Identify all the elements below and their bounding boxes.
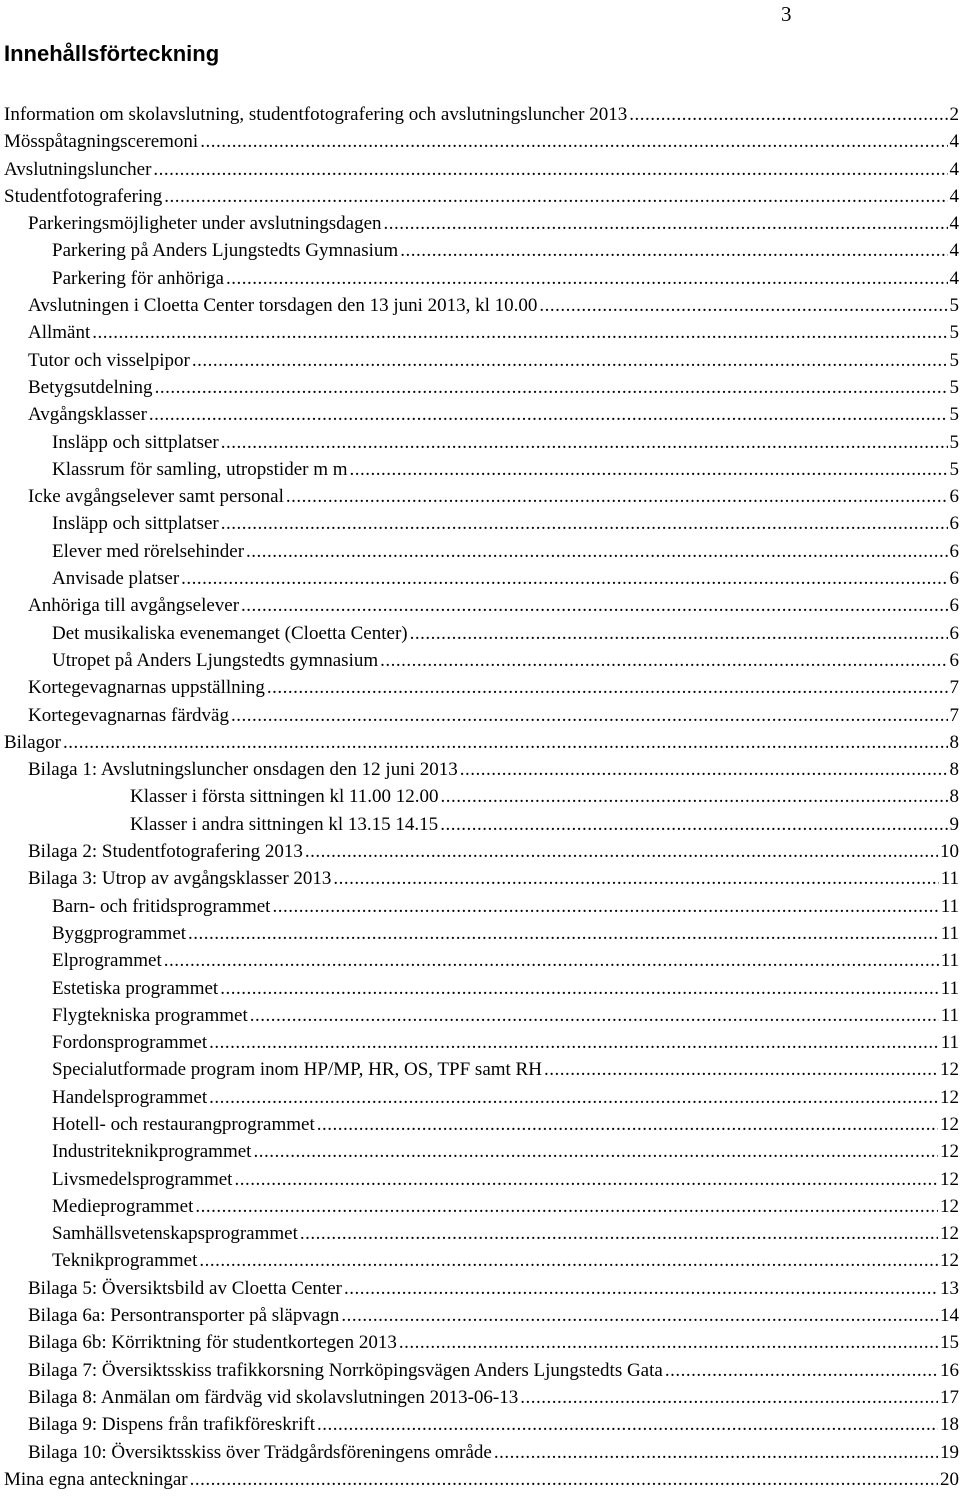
toc-dot-leader <box>209 1084 938 1111</box>
toc-dot-leader <box>460 756 948 783</box>
toc-entry[interactable] <box>4 265 959 292</box>
toc-entry[interactable] <box>4 1029 959 1056</box>
toc-entry[interactable] <box>4 1411 959 1438</box>
toc-dot-leader <box>384 210 948 237</box>
toc-dot-leader <box>305 838 938 865</box>
toc-entry-text: Bilaga 3: Utrop av avgångsklasser 2013 <box>28 868 332 890</box>
toc-dot-leader <box>629 101 947 128</box>
page-number: 3 <box>781 2 792 26</box>
toc-dot-leader <box>231 702 948 729</box>
toc-entry-page: 12 <box>940 1086 959 1108</box>
toc-dot-leader <box>494 1439 938 1466</box>
toc-entry-text: Byggprogrammet <box>52 922 187 944</box>
toc-entry[interactable] <box>4 128 959 155</box>
toc-dot-leader <box>441 783 948 810</box>
toc-dot-leader <box>399 1329 938 1356</box>
toc-entry-page: 11 <box>940 1032 959 1054</box>
toc-dot-leader <box>234 1166 938 1193</box>
toc-entry-page: 14 <box>940 1305 959 1327</box>
toc-entry[interactable] <box>4 347 959 374</box>
toc-entry[interactable] <box>4 865 959 892</box>
toc-dot-leader <box>63 729 948 756</box>
toc-entry-text: Livsmedelsprogrammet <box>52 1168 233 1190</box>
toc-entry-text: Teknikprogrammet <box>52 1250 198 1272</box>
toc-dot-leader <box>200 128 947 155</box>
toc-entry-page: 20 <box>940 1468 959 1490</box>
toc-entry-text: Avgångsklasser <box>28 404 147 426</box>
toc-entry-page: 6 <box>949 622 959 644</box>
toc-entry[interactable] <box>4 1084 959 1111</box>
toc-entry-page: 12 <box>940 1223 959 1245</box>
toc-dot-leader <box>317 1111 938 1138</box>
toc-entry-page: 4 <box>949 267 959 289</box>
toc-entry-page: 12 <box>940 1250 959 1272</box>
toc-entry-page: 15 <box>940 1332 959 1354</box>
toc-entry-page: 11 <box>940 922 959 944</box>
toc-dot-leader <box>209 1029 939 1056</box>
toc-dot-leader <box>253 1138 938 1165</box>
toc-entry-page: 11 <box>940 977 959 999</box>
toc-entry-page: 12 <box>940 1141 959 1163</box>
toc-dot-leader <box>149 401 948 428</box>
toc-entry-text: Samhällsvetenskapsprogrammet <box>52 1223 298 1245</box>
toc-dot-leader <box>246 538 947 565</box>
toc-entry-text: Tutor och visselpipor <box>28 349 190 371</box>
toc-entry-page: 5 <box>949 349 959 371</box>
toc-entry-text: Parkering på Anders Ljungstedts Gymnasium <box>52 240 399 262</box>
toc-entry-page: 8 <box>949 786 959 808</box>
toc-entry-text: Klassrum för samling, utropstider m m <box>52 458 348 480</box>
toc-dot-leader <box>341 1302 938 1329</box>
toc-entry[interactable] <box>4 1302 959 1329</box>
toc-entry-text: Mösspåtagningsceremoni <box>4 131 199 153</box>
toc-entry[interactable] <box>4 702 959 729</box>
toc-entry[interactable] <box>4 401 959 428</box>
toc-entry-text: Fordonsprogrammet <box>52 1032 208 1054</box>
toc-entry[interactable] <box>4 811 959 838</box>
toc-entry-page: 5 <box>949 322 959 344</box>
toc-entry-text: Flygtekniska programmet <box>52 1004 248 1026</box>
toc-entry-page: 16 <box>940 1359 959 1381</box>
toc-entry[interactable] <box>4 620 959 647</box>
toc-entry[interactable] <box>4 1247 959 1274</box>
toc-entry-text: Hotell- och restaurangprogrammet <box>52 1113 315 1135</box>
toc-entry-text: Anhöriga till avgångselever <box>28 595 240 617</box>
toc-entry[interactable] <box>4 1002 959 1029</box>
toc-entry[interactable] <box>4 319 959 346</box>
toc-entry-text: Bilaga 8: Anmälan om färdväg vid skolavslutningen 2013-06-13 <box>28 1386 519 1408</box>
toc-entry[interactable] <box>4 592 959 619</box>
toc-entry-text: Estetiska programmet <box>52 977 219 999</box>
toc-title: Innehållsförteckning <box>4 41 220 66</box>
toc-entry-page: 12 <box>940 1113 959 1135</box>
toc-entry-text: Specialutformade program inom HP/MP, HR, OS, TPF samt RH <box>52 1059 542 1081</box>
toc-entry-text: Elprogrammet <box>52 950 162 972</box>
toc-entry-text: Allmänt <box>28 322 91 344</box>
toc-dot-leader <box>226 265 948 292</box>
toc-entry-text: Bilaga 5: Översiktsbild av Cloetta Center <box>28 1277 342 1299</box>
toc-dot-leader <box>317 1411 938 1438</box>
toc-dot-leader <box>199 1247 938 1274</box>
toc-entry-text: Kortegevagnarnas uppställning <box>28 677 265 699</box>
toc-dot-leader <box>440 811 947 838</box>
toc-entry[interactable] <box>4 1056 959 1083</box>
toc-entry[interactable] <box>4 1193 959 1220</box>
toc-dot-leader <box>92 319 947 346</box>
toc-dot-leader <box>221 510 948 537</box>
toc-dot-leader <box>220 975 938 1002</box>
toc-entry-text: Insläpp och sittplatser <box>52 513 219 535</box>
toc-entry-text: Bilaga 7: Översiktsskiss trafikkorsning Norrköpingsvägen Anders Ljungstedts Gata <box>28 1359 663 1381</box>
toc-entry-page: 11 <box>940 950 959 972</box>
toc-dot-leader <box>188 920 939 947</box>
toc-entry-page: 17 <box>940 1386 959 1408</box>
toc-entry-page: 7 <box>949 677 959 699</box>
toc-entry-page: 4 <box>949 185 959 207</box>
toc-entry-page: 11 <box>940 868 959 890</box>
toc-entry[interactable] <box>4 920 959 947</box>
toc-entry-page: 5 <box>949 458 959 480</box>
toc-entry[interactable] <box>4 538 959 565</box>
toc-entry-text: Avslutningen i Cloetta Center torsdagen den 13 juni 2013, kl 10.00 <box>28 295 538 317</box>
toc-entry[interactable] <box>4 1357 959 1384</box>
toc-dot-leader <box>153 156 947 183</box>
toc-entry[interactable] <box>4 783 959 810</box>
toc-entry-page: 4 <box>949 213 959 235</box>
toc-entry-page: 6 <box>949 513 959 535</box>
toc-entry-page: 10 <box>940 841 959 863</box>
toc-entry-text: Information om skolavslutning, studentfotografering och avslutningsluncher 2013 <box>4 104 628 125</box>
toc-entry-page: 6 <box>949 649 959 671</box>
toc-entry-page: 5 <box>949 295 959 317</box>
toc-dot-leader <box>544 1056 938 1083</box>
toc-entry[interactable] <box>4 183 959 210</box>
toc-dot-leader <box>400 237 947 264</box>
toc-entry-text: Mina egna anteckningar <box>4 1468 188 1490</box>
toc-entry-page: 12 <box>940 1168 959 1190</box>
toc-entry[interactable] <box>4 510 959 537</box>
toc-entry[interactable] <box>4 1166 959 1193</box>
toc-dot-leader <box>250 1002 939 1029</box>
toc-entry[interactable] <box>4 756 959 783</box>
toc-entry-text: Bilaga 9: Dispens från trafikföreskrift <box>28 1414 316 1436</box>
toc-entry-page: 12 <box>940 1059 959 1081</box>
toc-dot-leader <box>164 947 939 974</box>
toc-entry[interactable] <box>4 1439 959 1466</box>
toc-entry-text: Klasser i första sittningen kl 11.00 12.00 <box>130 786 439 808</box>
toc-dot-leader <box>267 674 948 701</box>
toc-entry[interactable] <box>4 975 959 1002</box>
toc-entry-text: Bilagor <box>4 731 61 753</box>
toc-entry[interactable] <box>4 1384 959 1411</box>
toc-entry-page: 6 <box>949 595 959 617</box>
toc-entry-text: Icke avgångselever samt personal <box>28 486 284 508</box>
toc-dot-leader <box>520 1384 938 1411</box>
toc-entry-page: 4 <box>949 158 959 180</box>
toc-entry[interactable] <box>4 483 959 510</box>
toc-entry-page: 9 <box>949 813 959 835</box>
toc-dot-leader <box>410 620 948 647</box>
toc-entry-page: 11 <box>940 1004 959 1026</box>
toc-entry[interactable] <box>4 565 959 592</box>
toc-entry[interactable] <box>4 374 959 401</box>
toc-dot-leader <box>344 1275 938 1302</box>
toc-entry[interactable] <box>4 893 959 920</box>
toc-entry-text: Insläpp och sittplatser <box>52 431 219 453</box>
toc-dot-leader <box>300 1220 938 1247</box>
toc-entry[interactable] <box>4 1138 959 1165</box>
toc-entry-text: Bilaga 10: Översiktsskiss över Trädgårdsföreningens område <box>28 1441 492 1463</box>
toc-entry-page: 2 <box>949 104 959 125</box>
toc-entry-page: 8 <box>949 731 959 753</box>
toc-entry-page: 6 <box>949 540 959 562</box>
toc-entry[interactable] <box>4 210 959 237</box>
toc-entry[interactable] <box>4 1329 959 1356</box>
toc-entry-text: Studentfotografering <box>4 185 163 207</box>
toc-entry[interactable] <box>4 292 959 319</box>
toc-dot-leader <box>350 456 948 483</box>
toc-entry-text: Kortegevagnarnas färdväg <box>28 704 229 726</box>
toc-dot-leader <box>192 347 948 374</box>
toc-entry-page: 18 <box>940 1414 959 1436</box>
toc-dot-leader <box>539 292 947 319</box>
toc-dot-leader <box>272 893 938 920</box>
toc-entry-page: 4 <box>949 240 959 262</box>
toc-entry[interactable] <box>4 674 959 701</box>
toc-entry[interactable] <box>4 947 959 974</box>
toc-entry-page: 5 <box>949 431 959 453</box>
toc-entry-page: 11 <box>940 895 959 917</box>
toc-entry-page: 19 <box>940 1441 959 1463</box>
toc-dot-leader <box>195 1193 938 1220</box>
toc-entry-page: 6 <box>949 568 959 590</box>
toc-entry[interactable] <box>4 838 959 865</box>
toc-entry[interactable] <box>4 101 959 128</box>
toc-entry-text: Elever med rörelsehinder <box>52 540 245 562</box>
toc-entry-page: 4 <box>949 131 959 153</box>
toc-entry-page: 5 <box>949 376 959 398</box>
toc-entry-page: 13 <box>940 1277 959 1299</box>
toc-dot-leader <box>380 647 947 674</box>
toc-entry-text: Bilaga 6b: Körriktning för studentkortegen 2013 <box>28 1332 397 1354</box>
toc-entry-text: Parkeringsmöjligheter under avslutningsdagen <box>28 213 382 235</box>
toc-entry[interactable] <box>4 729 959 756</box>
toc-entry-text: Avslutningsluncher <box>4 158 152 180</box>
toc-entry-text: Bilaga 2: Studentfotografering 2013 <box>28 841 303 863</box>
toc-dot-leader <box>286 483 948 510</box>
toc-entry[interactable] <box>4 1220 959 1247</box>
toc-entry-text: Barn- och fritidsprogrammet <box>52 895 271 917</box>
toc-entry-page: 6 <box>949 486 959 508</box>
toc-entry-page: 7 <box>949 704 959 726</box>
toc-dot-leader <box>241 592 947 619</box>
toc-entry[interactable] <box>4 456 959 483</box>
toc-entry[interactable] <box>4 429 959 456</box>
toc-entry-text: Parkering för anhöriga <box>52 267 224 289</box>
toc-dot-leader <box>155 374 948 401</box>
toc-entry-text: Handelsprogrammet <box>52 1086 208 1108</box>
toc-entry-text: Industriteknikprogrammet <box>52 1141 252 1163</box>
toc-dot-leader <box>665 1357 938 1384</box>
toc-entry[interactable] <box>4 156 959 183</box>
toc-entry-text: Klasser i andra sittningen kl 13.15 14.15 <box>130 813 439 835</box>
toc-dot-leader <box>164 183 947 210</box>
toc-entry[interactable] <box>4 237 959 264</box>
toc-entry-text: Bilaga 1: Avslutningsluncher onsdagen den 12 juni 2013 <box>28 759 458 781</box>
toc-dot-leader <box>181 565 947 592</box>
toc-dot-leader <box>190 1466 938 1493</box>
toc-entry[interactable] <box>4 647 959 674</box>
toc-entry-text: Utropet på Anders Ljungstedts gymnasium <box>52 649 379 671</box>
toc-entry-page: 12 <box>940 1195 959 1217</box>
toc-entry-page: 8 <box>949 759 959 781</box>
toc-dot-leader <box>221 429 948 456</box>
toc-entry[interactable] <box>4 1275 959 1302</box>
toc-entry[interactable] <box>4 1111 959 1138</box>
toc-entry[interactable] <box>4 1466 959 1493</box>
toc-entry-text: Anvisade platser <box>52 568 180 590</box>
toc-entry-text: Medieprogrammet <box>52 1195 194 1217</box>
toc-entry-page: 5 <box>949 404 959 426</box>
toc-entry-text: Betygsutdelning <box>28 376 153 398</box>
toc-list <box>4 101 959 1493</box>
toc-dot-leader <box>333 865 938 892</box>
toc-entry-text: Bilaga 6a: Persontransporter på släpvagn <box>28 1305 340 1327</box>
toc-entry-text: Det musikaliska evenemanget (Cloetta Center) <box>52 622 408 644</box>
